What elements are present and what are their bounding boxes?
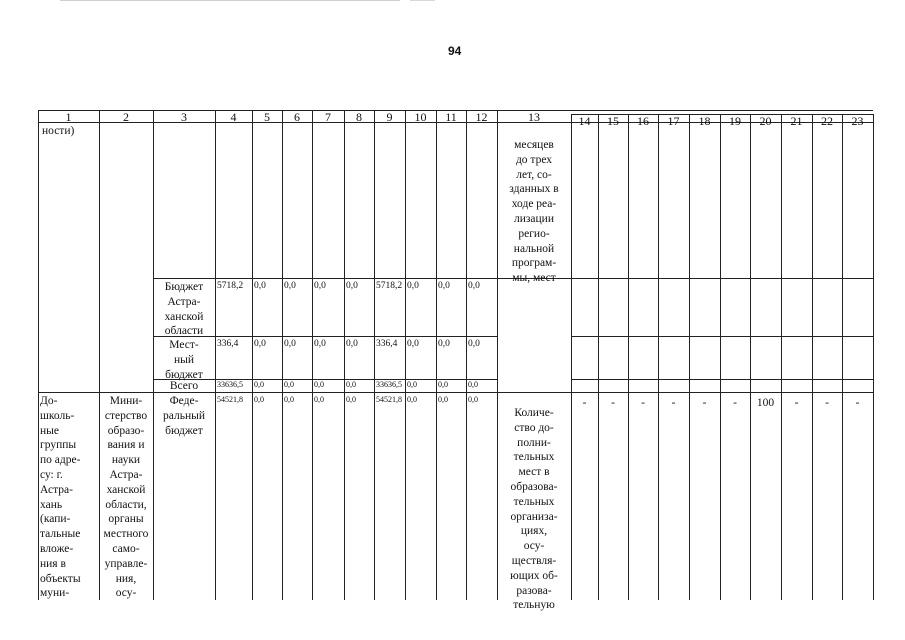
column-header-13: 13	[528, 110, 540, 124]
indicator-value: -	[671, 397, 676, 409]
indicator-text-top: месяцев до трех лет, со- зданных в ходе реа- лизации регио- нальной програм- мы, мест	[509, 139, 559, 285]
column-header-9: 9	[386, 110, 393, 124]
column-line	[720, 114, 721, 600]
column-line	[38, 110, 39, 600]
scan-top-edge-fragment	[410, 0, 435, 1]
column-line	[750, 114, 751, 600]
amount-cell: 0,0	[407, 395, 417, 404]
column-header-11: 11	[445, 110, 457, 124]
amount-cell: 0,0	[284, 395, 294, 404]
amount-cell: 0,0	[254, 380, 264, 389]
funding-source-label: Мест- ный бюджет	[165, 339, 203, 381]
column-line	[344, 110, 345, 600]
amount-cell: 0,0	[346, 395, 356, 404]
column-header-18: 18	[698, 114, 711, 128]
column-header-3: 3	[181, 110, 187, 124]
column-line	[598, 114, 599, 600]
column-header-19: 19	[729, 114, 741, 128]
row-line-indicators-c	[571, 379, 873, 380]
page-number: 94	[448, 44, 462, 58]
column-header-22: 22	[821, 114, 833, 128]
amount-cell: 336,4	[217, 339, 239, 349]
column-line	[405, 110, 406, 600]
funding-source-label: Бюджет Астра- ханской области	[164, 281, 204, 338]
column-line	[781, 114, 782, 600]
column-line	[658, 114, 659, 600]
indicator-value: -	[702, 397, 707, 409]
amount-cell: 0,0	[346, 380, 356, 389]
indicator-value: -	[825, 397, 829, 409]
column-header-10: 10	[414, 110, 427, 124]
column-line	[436, 110, 437, 600]
amount-cell: 5718,2	[376, 281, 403, 291]
indicator-value: -	[733, 397, 737, 409]
column-header-20: 20	[759, 114, 772, 128]
amount-cell: 0,0	[468, 395, 478, 404]
column-line	[215, 110, 216, 600]
column-line	[282, 110, 283, 600]
amount-cell: 5718,2	[217, 281, 244, 291]
column-header-7: 7	[325, 110, 331, 124]
amount-cell: 0,0	[438, 380, 448, 389]
column-line	[842, 114, 843, 600]
amount-cell: 0,0	[438, 395, 448, 404]
amount-cell: 0,0	[468, 281, 480, 291]
amount-cell: 0,0	[314, 339, 326, 349]
indicator-value: -	[611, 397, 615, 409]
cell-continued-text: ности)	[42, 125, 75, 137]
column-line	[252, 110, 253, 600]
scan-top-edge	[60, 0, 400, 1]
funding-source-federal: Феде- ральный бюджет	[163, 395, 205, 437]
column-line	[812, 114, 813, 600]
amount-cell: 33636,5	[376, 380, 402, 389]
object-description: До- школь- ные группы по адре- су: г. Астра- хань (капи- тальные вложе- ния в объекты муни-	[40, 395, 81, 600]
amount-cell: 54521,8	[376, 395, 402, 404]
column-header-6: 6	[294, 110, 300, 124]
amount-cell: 0,0	[468, 339, 480, 349]
row-line-indicators-b	[571, 336, 873, 337]
funding-source-label: Всего	[169, 380, 199, 392]
column-line	[689, 114, 690, 600]
amount-cell: 0,0	[346, 281, 358, 291]
amount-cell: 0,0	[254, 281, 266, 291]
amount-cell: 0,0	[314, 395, 324, 404]
column-header-15: 15	[607, 114, 619, 128]
column-header-17: 17	[667, 114, 680, 128]
column-header-5: 5	[264, 110, 270, 124]
column-header-12: 12	[475, 110, 488, 124]
indicator-value: -	[641, 397, 645, 409]
budget-table	[38, 110, 873, 612]
column-header-4: 4	[230, 110, 237, 124]
column-header-21: 21	[790, 114, 803, 128]
column-line	[312, 110, 313, 600]
indicator-value: -	[855, 397, 860, 409]
indicator-value: -	[794, 397, 799, 409]
amount-cell: 33636,5	[217, 380, 243, 389]
column-header-2: 2	[123, 110, 129, 124]
indicator-value: 100	[756, 397, 775, 409]
amount-cell: 0,0	[284, 339, 296, 349]
indicator-text-bottom: Количе- ство до- полни- тельных мест в образова- тельных организа- циях, осу- ществля- ющих об- разова- тельную	[510, 407, 558, 612]
amount-cell: 0,0	[438, 281, 450, 291]
amount-cell: 0,0	[314, 380, 324, 389]
column-header-16: 16	[637, 114, 649, 128]
column-line	[873, 114, 874, 600]
amount-cell: 54521,8	[217, 395, 243, 404]
amount-cell: 0,0	[346, 339, 358, 349]
amount-cell: 0,0	[284, 281, 296, 291]
column-header-8: 8	[356, 110, 362, 124]
column-line	[571, 114, 572, 600]
indicator-value: -	[582, 397, 587, 409]
amount-cell: 336,4	[376, 339, 398, 349]
amount-cell: 0,0	[407, 281, 419, 291]
amount-cell: 0,0	[284, 380, 294, 389]
column-line	[628, 114, 629, 600]
amount-cell: 0,0	[254, 339, 266, 349]
column-header-14: 14	[578, 114, 591, 128]
column-line	[466, 110, 467, 600]
row-line-budget-region	[153, 278, 497, 279]
column-header-1: 1	[65, 110, 72, 124]
amount-cell: 0,0	[438, 339, 450, 349]
amount-cell: 0,0	[314, 281, 326, 291]
amount-cell: 0,0	[254, 395, 264, 404]
column-header-23: 23	[851, 114, 864, 128]
amount-cell: 0,0	[407, 339, 419, 349]
column-line	[374, 110, 375, 600]
responsible-organization: Мини- стерство образо- вания и науки Астра- ханской области, органы местного само- управле- ния, осу-	[103, 395, 149, 600]
amount-cell: 0,0	[407, 380, 417, 389]
amount-cell: 0,0	[468, 380, 478, 389]
